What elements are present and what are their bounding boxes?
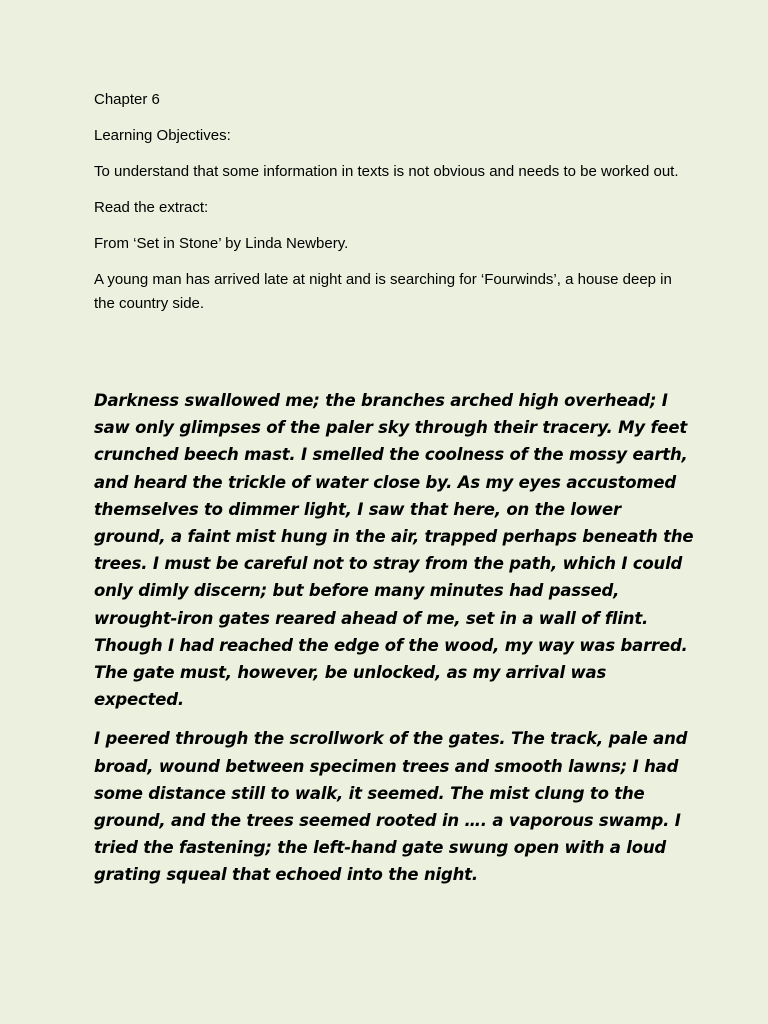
context-text: A young man has arrived late at night and is searching for ‘Fourwinds’, a house deep in the country side.	[94, 271, 672, 312]
intro-section	[94, 88, 684, 328]
extract-paragraph-1: Darkness swallowed me; the branches arched high overhead; I saw only glimpses of the paler sky through their tracery. My feet crunched beech mast. I smelled the coolness of the mossy earth, and heard the trickle of water close by. As my eyes accustomed themselves to dimmer light, I saw that here, on the lower ground, a faint mist hung in the air, trapped perhaps beneath the trees. I must be careful not to stray from the path, which I could only dimly discern; but before many minutes had passed, wrought-iron gates reared ahead of me, set in a wall of flint. Though I had reached the edge of the wood, my way was barred. The gate must, however, be unlocked, as my arrival was expected.	[94, 391, 694, 710]
objective-text: To understand that some information in texts is not obvious and needs to be worked out.	[94, 163, 679, 180]
chapter-heading: Chapter 6	[94, 91, 160, 108]
objectives-heading: Learning Objectives:	[94, 127, 231, 144]
instruction-text: Read the extract:	[94, 199, 209, 216]
extract-paragraph-2: I peered through the scrollwork of the gates. The track, pale and broad, wound between specimen trees and smooth lawns; I had some distance still to walk, it seemed. The mist clung to the ground, and the trees seemed rooted in …. a vaporous swamp. I tried the fastening; the left-hand gate swung open with a loud grating squeal that echoed into the night.	[94, 729, 688, 885]
extract-section	[94, 387, 694, 901]
source-text: From ‘Set in Stone’ by Linda Newbery.	[94, 235, 349, 252]
